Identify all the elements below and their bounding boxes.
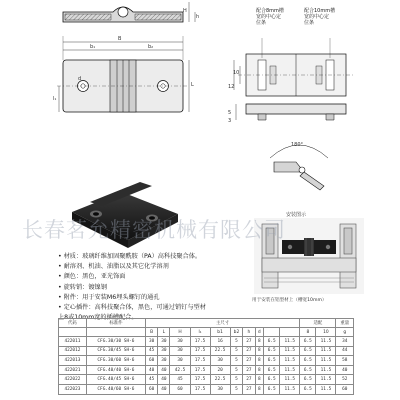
table-cell: 422011 [59,337,87,347]
table-cell: 30 [210,384,230,394]
table-cell: 6.5 [300,384,316,394]
table-cell: 17.5 [190,375,210,385]
table-header-cell: 标准件 [86,319,145,328]
table-cell: 11.5 [280,337,300,347]
table-cell: 11.5 [280,356,300,366]
table-cell: 8 [255,356,264,366]
angle-label: 180° [291,142,304,148]
dim-label-l1: l₁ [53,96,57,102]
dim-label-l: L [191,82,194,88]
dimension-table [58,318,354,395]
table-cell: 5 [230,337,243,347]
table-subheader-cell: d [255,328,264,337]
table-cell: 30 [145,337,157,347]
table-cell: 30 [158,346,170,356]
table-row [59,346,354,356]
table-cell: 30 [170,346,190,356]
table-cell: 16 [210,337,230,347]
dim-5: 5 [228,110,232,116]
note-10mm-slot: 配合10mm槽 宽的中心定 位条 [304,8,336,26]
table-cell: 30 [170,337,190,347]
table-subheader-cell [280,328,300,337]
table-subheader-cell: H [170,328,190,337]
table-header-row [59,319,354,328]
table-subheader-cell: b1 [210,328,230,337]
table-cell: 40 [336,365,354,375]
table-cell: 11.5 [316,365,336,375]
table-cell: 60 [145,356,157,366]
table-row [59,337,354,347]
table-cell: 422012 [59,346,87,356]
spec-item: • 附件：用于安装M6埋头螺钉的通孔 [58,293,160,301]
table-cell: 60 [145,384,157,394]
table-row [59,375,354,385]
spec-list [58,252,298,323]
table-cell: 60 [336,384,354,394]
dim-label-h: H [183,8,187,14]
table-cell: 8 [255,384,264,394]
table-cell: 6.5 [300,346,316,356]
table-cell: 6.5 [264,356,280,366]
table-cell: 11.5 [280,365,300,375]
table-cell: 30 [210,356,230,366]
table-cell: 44 [336,346,354,356]
table-cell: CFG.30/30 SH-6 [86,337,145,347]
dim-label-h1: h [196,14,200,20]
table-cell: 6.5 [264,337,280,347]
hinge-product-photo [66,178,184,254]
spec-item: • 耐溶剂、机油、油脂以及其它化学溶剂 [58,263,169,271]
table-cell: 11.5 [316,384,336,394]
table-header-cell: 主尺寸 [145,319,299,328]
table-cell: 20 [210,365,230,375]
spec-item: 上8或10mm宽的插槽配合。 [58,314,138,322]
table-cell: 17.5 [190,384,210,394]
table-body [59,337,354,395]
table-cell: 17.5 [190,356,210,366]
table-cell: 30 [158,337,170,347]
table-cell: 27 [243,384,255,394]
table-cell: 52 [336,375,354,385]
table-subheader-cell: g [336,328,354,337]
table-cell: 6.5 [300,375,316,385]
table-cell: 27 [243,375,255,385]
table-cell: 60 [170,384,190,394]
install-caption: 用于安装在铝型材上（槽宽10mm） [252,298,327,303]
table-cell: 6.5 [264,346,280,356]
table-subheader-cell: 8 [300,328,316,337]
table-cell: 45 [145,346,157,356]
table-row [59,384,354,394]
table-header-cell: 代码 [59,319,87,328]
table-cell: 27 [243,337,255,347]
table-cell: 11.5 [316,375,336,385]
table-cell: 6.5 [300,356,316,366]
table-cell: 22.5 [210,375,230,385]
hinge-section-drawing [55,0,205,130]
dim-12: 12 [228,84,235,90]
spec-item: • 材质：玻璃纤维加固聚酰胺（PA）高科技聚合体。 [58,253,202,260]
table-cell: 42.5 [170,365,190,375]
table-cell: 40 [145,365,157,375]
table-cell: 11.5 [316,356,336,366]
table-header-cell: 适配 [300,319,336,328]
table-cell: 11.5 [280,346,300,356]
table-cell: 422023 [59,384,87,394]
table-cell: 6.5 [264,375,280,385]
dim-label-b2: b₂ [148,44,154,50]
table-cell: 422013 [59,356,87,366]
table-cell: 422022 [59,375,87,385]
table-cell: CFG.40/40 SH-6 [86,365,145,375]
table-header-cell: 重量 [336,319,354,328]
table-cell: 8 [255,375,264,385]
table-cell: 8 [255,337,264,347]
table-cell: CFG.30/60 SH-6 [86,356,145,366]
table-subheader-cell [86,328,145,337]
table-cell: 22.5 [210,346,230,356]
table-cell: 40 [158,375,170,385]
table-cell: 8 [255,346,264,356]
table-cell: 5 [230,356,243,366]
hinge-centering-drawing [230,30,360,140]
table-cell: 5 [230,384,243,394]
dim-label-b: B [118,36,122,42]
table-subheader-cell [264,328,280,337]
table-cell: 30 [158,356,170,366]
table-subheader-cell: B [145,328,157,337]
note-8mm-slot: 配合8mm槽 宽的中心定 位条 [256,8,284,26]
table-cell: CFG.40/60 SH-6 [86,384,145,394]
table-cell: 17.5 [190,337,210,347]
table-cell: 27 [243,346,255,356]
table-cell: 8 [255,365,264,375]
table-row [59,356,354,366]
dim-label-d: d [78,76,82,82]
table-subheader-cell: l₁ [190,328,210,337]
spec-item: • 颜色：黑色，亚光饰面 [58,273,126,281]
table-cell: 6.5 [264,384,280,394]
table-subheader-row [59,328,354,337]
table-cell: 6.5 [300,337,316,347]
table-cell: 40 [158,365,170,375]
table-cell: 27 [243,356,255,366]
spec-item: • 定心插件：高科技聚合体，黑色，可通过销钉与型材 [58,304,206,312]
table-cell: 11.5 [316,337,336,347]
table-cell: 6.5 [264,365,280,375]
dim-10: 10 [233,70,240,76]
table-cell: 17.5 [190,365,210,375]
table-row [59,365,354,375]
table-cell: 11.5 [280,375,300,385]
table-cell: CFG.40/45 SH-6 [86,375,145,385]
dim-3: 3 [228,118,232,124]
table-cell: 27 [243,365,255,375]
install-caption-top: 安装图示 [286,212,307,218]
table-cell: 30 [170,356,190,366]
table-cell: 5 [230,365,243,375]
table-cell: 45 [170,375,190,385]
table-cell: 11.5 [280,384,300,394]
table-subheader-cell: h [243,328,255,337]
table-cell: 17.5 [190,346,210,356]
table-cell: 5 [230,375,243,385]
table-cell: 45 [145,375,157,385]
table-cell: 6.5 [300,365,316,375]
table-cell: 34 [336,337,354,347]
table-subheader-cell [59,328,87,337]
table-subheader-cell: b2 [230,328,243,337]
table-cell: 11.5 [316,346,336,356]
table-cell: CFG.30/45 SH-6 [86,346,145,356]
dim-label-b1: b₁ [90,44,96,50]
table-cell: 40 [158,384,170,394]
table-cell: 5 [230,346,243,356]
table-subheader-cell: L [158,328,170,337]
table-cell: 58 [336,356,354,366]
company-watermark: 长春茗允精密机械有限公司 [22,218,286,242]
spec-item: • 旋转销：镀镍钢 [58,283,107,291]
table-cell: 422021 [59,365,87,375]
table-subheader-cell: 10 [316,328,336,337]
